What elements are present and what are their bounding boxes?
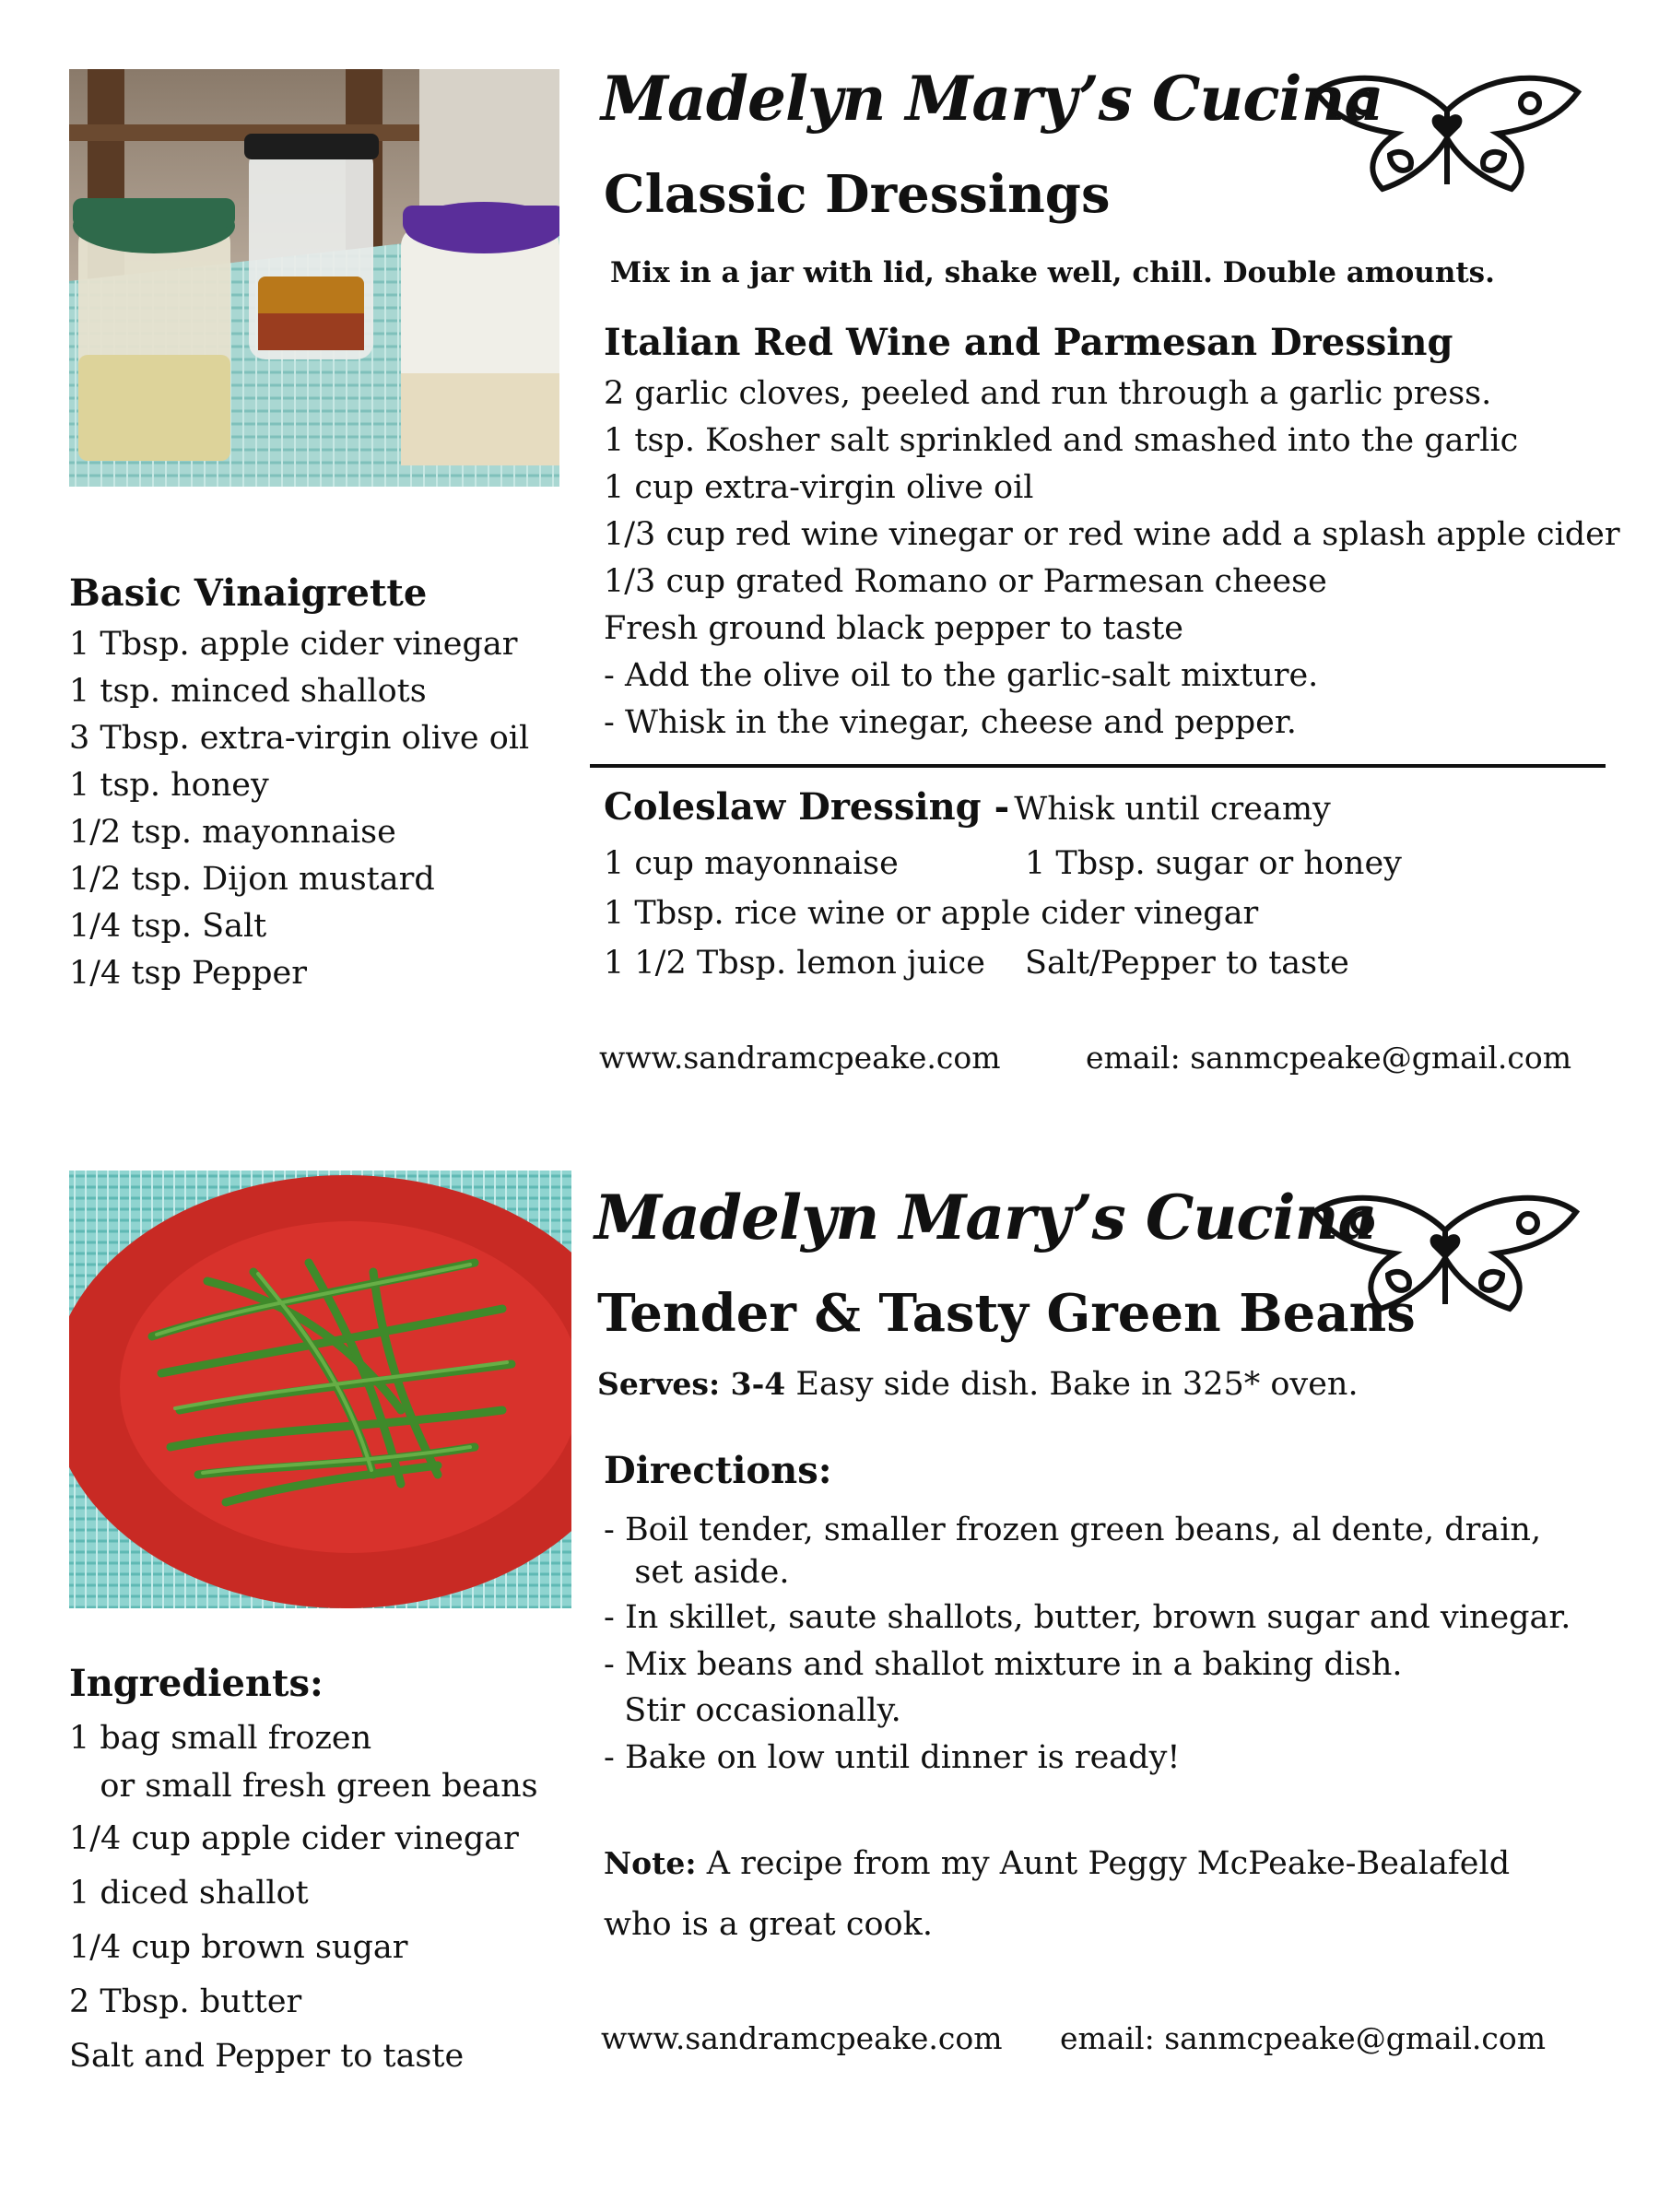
list-item: 2 garlic cloves, peeled and run through a garlic press. <box>604 375 1492 412</box>
note-row <box>604 1845 1510 1882</box>
list-item: 1 tsp. Kosher salt sprinkled and smashed into the garlic <box>604 422 1519 459</box>
list-item: - Bake on low until dinner is ready! <box>604 1739 1181 1776</box>
list-item: 1/4 cup apple cider vinegar <box>69 1820 519 1857</box>
ingredients-lines <box>69 1716 538 2084</box>
list-item: 1/3 cup grated Romano or Parmesan cheese <box>604 563 1327 600</box>
list-item: 1/4 cup brown sugar <box>69 1929 408 1966</box>
list-item: 1/3 cup red wine vinegar or red wine add a splash apple cider <box>604 516 1620 553</box>
note-label: Note: <box>604 1845 697 1881</box>
coleslaw-line: 1 cup mayonnaise <box>604 845 899 882</box>
list-item: 3 Tbsp. extra-virgin olive oil <box>69 720 530 757</box>
coleslaw-line: 1 1/2 Tbsp. lemon juice <box>604 945 985 982</box>
vinaigrette-heading: Basic Vinaigrette <box>69 571 428 615</box>
directions-heading: Directions: <box>604 1449 832 1492</box>
list-item: 1 Tbsp. apple cider vinegar <box>69 626 518 663</box>
coleslaw-note: Whisk until creamy <box>1014 791 1331 828</box>
list-item: - In skillet, saute shallots, butter, brown sugar and vinegar. <box>604 1599 1571 1636</box>
list-item: 2 Tbsp. butter <box>69 1983 302 2020</box>
ingredients-heading: Ingredients: <box>69 1662 324 1705</box>
section-divider <box>590 764 1606 768</box>
coleslaw-line: Salt/Pepper to taste <box>1025 945 1349 982</box>
list-item: - Whisk in the vinegar, cheese and pepper. <box>604 704 1297 741</box>
list-item: Salt and Pepper to taste <box>69 2038 465 2075</box>
directions-lines <box>604 1510 1571 1782</box>
serves-text: Easy side dish. Bake in 325* oven. <box>795 1366 1359 1403</box>
list-item: 1 bag small frozen <box>69 1720 372 1757</box>
card-title: Classic Dressings <box>604 164 1111 225</box>
list-item: 1 tsp. minced shallots <box>69 673 427 710</box>
website-link[interactable]: www.sandramcpeake.com <box>601 2020 1003 2056</box>
coleslaw-line: 1 Tbsp. rice wine or apple cider vinegar <box>604 895 1259 932</box>
list-item: 1/4 tsp Pepper <box>69 955 307 992</box>
list-item: Stir occasionally. <box>604 1692 901 1729</box>
list-item: 1 cup extra-virgin olive oil <box>604 469 1034 506</box>
coleslaw-heading-row <box>604 785 1331 829</box>
list-item: 1 diced shallot <box>69 1875 309 1912</box>
vinaigrette-lines <box>69 621 529 997</box>
list-item: set aside. <box>604 1554 790 1591</box>
email-link[interactable]: email: sanmcpeake@gmail.com <box>1086 1040 1572 1076</box>
serves-row <box>597 1366 1359 1403</box>
card-subtitle: Mix in a jar with lid, shake well, chill. Double amounts. <box>610 256 1495 289</box>
coleslaw-heading: Coleslaw Dressing - <box>604 785 1010 829</box>
list-item: - Boil tender, smaller frozen green beans, al dente, drain, <box>604 1512 1542 1548</box>
note-text-continued: who is a great cook. <box>604 1906 933 1943</box>
list-item: or small fresh green beans <box>69 1768 538 1805</box>
brand-name: Madelyn Mary’s Cucina <box>601 63 1383 135</box>
note-text: A recipe from my Aunt Peggy McPeake-Bealafeld <box>706 1845 1511 1882</box>
italian-dressing-heading: Italian Red Wine and Parmesan Dressing <box>604 321 1453 364</box>
list-item: - Add the olive oil to the garlic-salt mixture. <box>604 657 1319 694</box>
list-item: 1/4 tsp. Salt <box>69 908 267 945</box>
coleslaw-line: 1 Tbsp. sugar or honey <box>1025 845 1402 882</box>
italian-dressing-lines <box>604 371 1620 747</box>
card-title: Tender & Tasty Green Beans <box>597 1283 1416 1344</box>
serves-label: Serves: 3-4 <box>597 1366 786 1402</box>
list-item: 1 tsp. honey <box>69 767 269 804</box>
list-item: 1/2 tsp. Dijon mustard <box>69 861 435 898</box>
list-item: - Mix beans and shallot mixture in a baking dish. <box>604 1646 1403 1683</box>
green-beans-photo <box>69 1171 571 1608</box>
list-item: 1/2 tsp. mayonnaise <box>69 814 396 851</box>
dressing-jars-photo <box>69 69 559 487</box>
website-link[interactable]: www.sandramcpeake.com <box>599 1040 1001 1076</box>
brand-name: Madelyn Mary’s Cucina <box>594 1182 1377 1253</box>
email-link[interactable]: email: sanmcpeake@gmail.com <box>1060 2020 1547 2056</box>
list-item: Fresh ground black pepper to taste <box>604 610 1184 647</box>
butterfly-logo-icon <box>1309 74 1585 194</box>
